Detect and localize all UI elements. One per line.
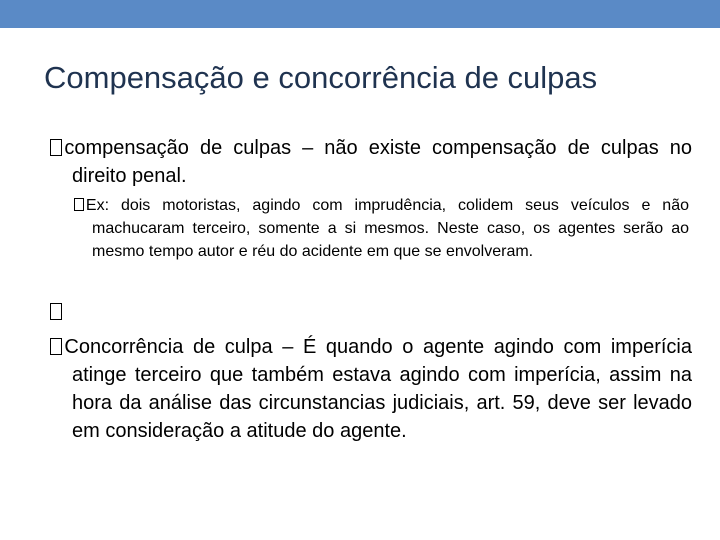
square-bullet-icon — [50, 338, 62, 354]
square-bullet-icon — [50, 139, 62, 155]
bullet-text-1: compensação de culpas – não existe compensação de culpas no direito penal. — [64, 137, 692, 187]
bullet-text-2: Concorrência de culpa – É quando o agente agindo com imperícia atinge terceiro que também estava agindo com imperícia, assim na hora da análise das circunstancias judiciais, art. 59, deve ser levado em consideração a atitude do agente. — [64, 336, 692, 442]
square-bullet-icon — [50, 303, 62, 319]
sub-bullet-paragraph — [74, 194, 689, 263]
square-bullet-icon — [74, 198, 84, 211]
empty-bullet-paragraph — [50, 298, 670, 326]
sub-bullet-text: Ex: dois motoristas, agindo com imprudência, colidem seus veículos e não machucaram terceiro, somente a si mesmos. Neste caso, os agentes serão ao mesmo tempo autor e réu do acidente em que se envolveram. — [85, 197, 689, 260]
bullet-paragraph-2 — [50, 333, 692, 445]
bullet-paragraph-1 — [50, 134, 692, 190]
slide-title: Compensação e concorrência de culpas — [44, 60, 598, 95]
header-bar — [0, 0, 720, 28]
